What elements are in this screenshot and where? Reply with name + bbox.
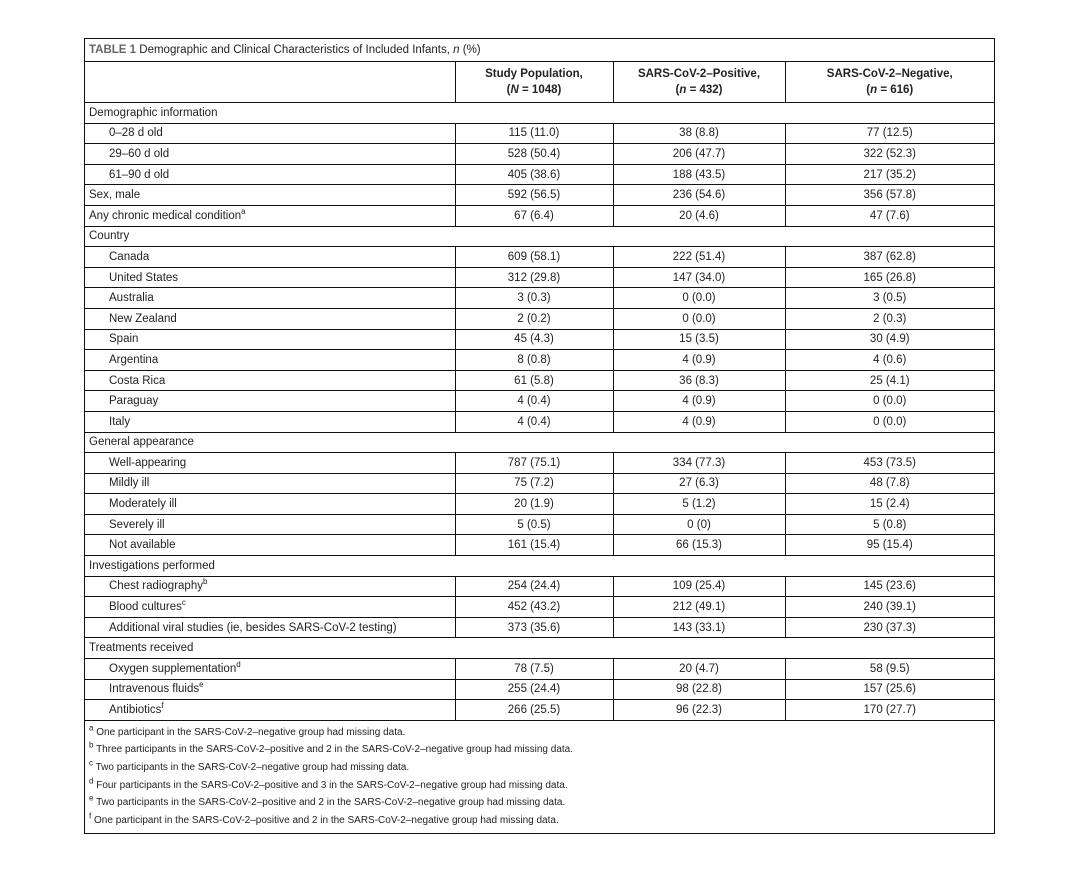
cell-value: 77 (12.5) xyxy=(785,123,994,144)
paren: ( xyxy=(506,84,511,96)
n-count: = 616) xyxy=(877,84,914,96)
cell-value: 4 (0.4) xyxy=(455,391,613,412)
table-row xyxy=(85,370,994,391)
footnote-text: Three participants in the SARS-CoV-2–positive and 2 in the SARS-CoV-2–negative group had missing data. xyxy=(96,744,574,756)
cell-value: 5 (1.2) xyxy=(613,494,785,515)
cell-value: 145 (23.6) xyxy=(785,576,994,597)
row-label xyxy=(85,700,455,721)
row-label-text: Any chronic medical condition xyxy=(89,209,242,222)
footnote-mark: a xyxy=(89,723,94,733)
cell-value: 58 (9.5) xyxy=(785,659,994,680)
table-row xyxy=(85,123,994,144)
row-label xyxy=(85,308,455,329)
cell-value: 66 (15.3) xyxy=(613,535,785,556)
cell-value: 188 (43.5) xyxy=(613,164,785,185)
row-label-text: Australia xyxy=(109,292,154,305)
footnote-mark: c xyxy=(89,758,93,768)
row-label-text: Costa Rica xyxy=(109,374,166,387)
table-row xyxy=(85,391,994,412)
row-label-text: Not available xyxy=(109,539,176,552)
row-label-text: Intravenous fluids xyxy=(109,683,200,696)
row-label xyxy=(85,164,455,185)
table-number: TABLE 1 xyxy=(89,44,137,56)
section-label: General appearance xyxy=(85,432,994,453)
table-title-n: n xyxy=(453,44,460,56)
footnote-marker: b xyxy=(202,577,208,587)
table-row xyxy=(85,617,994,638)
row-label-text: Additional viral studies (ie, besides SARS-CoV-2 testing) xyxy=(109,621,397,634)
n-count: = 1048) xyxy=(518,84,562,96)
column-header-0 xyxy=(455,62,613,103)
footnote-mark: b xyxy=(89,741,94,751)
cell-value: 95 (15.4) xyxy=(785,535,994,556)
row-label xyxy=(85,144,455,165)
table-title-row xyxy=(85,39,994,62)
table-row xyxy=(85,205,994,226)
cell-value: 20 (4.6) xyxy=(613,205,785,226)
cell-value: 405 (38.6) xyxy=(455,164,613,185)
cell-value: 15 (2.4) xyxy=(785,494,994,515)
row-label-text: Oxygen supplementation xyxy=(109,662,237,675)
table-title-text: Demographic and Clinical Characteristics of Included Infants, xyxy=(139,44,450,56)
cell-value: 3 (0.5) xyxy=(785,288,994,309)
row-label-text: Blood cultures xyxy=(109,601,182,614)
cell-value: 36 (8.3) xyxy=(613,370,785,391)
cell-value: 222 (51.4) xyxy=(613,247,785,268)
table-row xyxy=(85,576,994,597)
cell-value: 266 (25.5) xyxy=(455,700,613,721)
cell-value: 20 (1.9) xyxy=(455,494,613,515)
row-label-text: 0–28 d old xyxy=(109,127,163,140)
cell-value: 452 (43.2) xyxy=(455,597,613,618)
column-header-line1: SARS-CoV-2–Positive, xyxy=(637,68,761,80)
table-title xyxy=(85,39,994,62)
cell-value: 312 (29.8) xyxy=(455,267,613,288)
row-label xyxy=(85,391,455,412)
table-container xyxy=(84,38,995,834)
cell-value: 61 (5.8) xyxy=(455,370,613,391)
cell-value: 143 (33.1) xyxy=(613,617,785,638)
row-label-text: Paraguay xyxy=(109,395,159,408)
table-row xyxy=(85,659,994,680)
section-row xyxy=(85,103,994,124)
footnote-mark: e xyxy=(89,793,94,803)
cell-value: 27 (6.3) xyxy=(613,473,785,494)
column-header-blank xyxy=(85,62,455,103)
footnote xyxy=(89,777,990,795)
column-header-line2 xyxy=(618,82,781,98)
row-label-text: Spain xyxy=(109,333,139,346)
footnote xyxy=(89,812,990,830)
cell-value: 75 (7.2) xyxy=(455,473,613,494)
row-label xyxy=(85,370,455,391)
cell-value: 0 (0.0) xyxy=(785,411,994,432)
row-label xyxy=(85,617,455,638)
row-label-text: Sex, male xyxy=(89,189,141,202)
cell-value: 787 (75.1) xyxy=(455,453,613,474)
row-label xyxy=(85,247,455,268)
column-header-2 xyxy=(785,62,994,103)
table-row xyxy=(85,267,994,288)
footnote-text: Two participants in the SARS-CoV-2–positive and 2 in the SARS-CoV-2–negative group had missing data. xyxy=(96,797,566,809)
row-label xyxy=(85,597,455,618)
row-label xyxy=(85,329,455,350)
section-label: Country xyxy=(85,226,994,247)
cell-value: 5 (0.5) xyxy=(455,514,613,535)
row-label-text: New Zealand xyxy=(109,312,177,325)
footnote xyxy=(89,794,990,812)
cell-value: 528 (50.4) xyxy=(455,144,613,165)
cell-value: 4 (0.4) xyxy=(455,411,613,432)
cell-value: 0 (0.0) xyxy=(613,288,785,309)
cell-value: 206 (47.7) xyxy=(613,144,785,165)
cell-value: 48 (7.8) xyxy=(785,473,994,494)
row-label-text: United States xyxy=(109,271,179,284)
cell-value: 4 (0.9) xyxy=(613,391,785,412)
cell-value: 254 (24.4) xyxy=(455,576,613,597)
cell-value: 453 (73.5) xyxy=(785,453,994,474)
footnote xyxy=(89,759,990,777)
cell-value: 2 (0.2) xyxy=(455,308,613,329)
cell-value: 217 (35.2) xyxy=(785,164,994,185)
cell-value: 387 (62.8) xyxy=(785,247,994,268)
cell-value: 0 (0.0) xyxy=(785,391,994,412)
table-row xyxy=(85,514,994,535)
section-row xyxy=(85,432,994,453)
table-row xyxy=(85,329,994,350)
row-label xyxy=(85,494,455,515)
row-label xyxy=(85,267,455,288)
cell-value: 4 (0.6) xyxy=(785,350,994,371)
row-label xyxy=(85,576,455,597)
cell-value: 322 (52.3) xyxy=(785,144,994,165)
cell-value: 115 (11.0) xyxy=(455,123,613,144)
cell-value: 30 (4.9) xyxy=(785,329,994,350)
table-row xyxy=(85,453,994,474)
cell-value: 45 (4.3) xyxy=(455,329,613,350)
cell-value: 98 (22.8) xyxy=(613,679,785,700)
footnote-marker: d xyxy=(236,660,241,669)
table-row xyxy=(85,185,994,206)
cell-value: 240 (39.1) xyxy=(785,597,994,618)
table-row xyxy=(85,288,994,309)
footnote-text: One participant in the SARS-CoV-2–positive and 2 in the SARS-CoV-2–negative group had missing data. xyxy=(94,814,559,826)
cell-value: 170 (27.7) xyxy=(785,700,994,721)
footnote-marker: c xyxy=(181,598,186,608)
cell-value: 157 (25.6) xyxy=(785,679,994,700)
n-count: = 432) xyxy=(686,84,723,96)
row-label-text: Canada xyxy=(109,250,150,263)
row-label xyxy=(85,350,455,371)
column-header-line2 xyxy=(790,82,991,98)
row-label-text: 61–90 d old xyxy=(109,168,170,181)
table-row xyxy=(85,144,994,165)
cell-value: 236 (54.6) xyxy=(613,185,785,206)
row-label-text: Severely ill xyxy=(109,518,165,531)
table-row xyxy=(85,535,994,556)
table-row xyxy=(85,473,994,494)
footnote xyxy=(89,741,990,759)
cell-value: 356 (57.8) xyxy=(785,185,994,206)
table-row xyxy=(85,700,994,721)
row-label-text: Mildly ill xyxy=(109,477,150,490)
column-header-row xyxy=(85,62,994,103)
cell-value: 8 (0.8) xyxy=(455,350,613,371)
table-row xyxy=(85,411,994,432)
cell-value: 334 (77.3) xyxy=(613,453,785,474)
cell-value: 212 (49.1) xyxy=(613,597,785,618)
table-row xyxy=(85,350,994,371)
footnote-mark: f xyxy=(89,811,92,821)
cell-value: 109 (25.4) xyxy=(613,576,785,597)
paren: ( xyxy=(675,84,680,96)
footnote-text: Two participants in the SARS-CoV-2–negative group had missing data. xyxy=(95,762,410,773)
n-variable: n xyxy=(870,84,878,96)
row-label xyxy=(85,659,455,680)
footnote-marker: f xyxy=(161,701,164,711)
row-label-text: Antibiotics xyxy=(109,704,162,717)
cell-value: 20 (4.7) xyxy=(613,659,785,680)
row-label xyxy=(85,411,455,432)
cell-value: 25 (4.1) xyxy=(785,370,994,391)
table-row xyxy=(85,597,994,618)
row-label xyxy=(85,679,455,700)
footnote xyxy=(89,724,990,742)
footnote-mark: d xyxy=(89,776,94,786)
n-variable: N xyxy=(510,84,519,96)
cell-value: 67 (6.4) xyxy=(455,205,613,226)
column-header-line1: SARS-CoV-2–Negative, xyxy=(826,68,953,80)
section-label: Investigations performed xyxy=(85,556,994,577)
section-label: Demographic information xyxy=(85,103,994,124)
paren: ( xyxy=(866,84,871,96)
column-header-line2 xyxy=(460,82,609,98)
table-title-suffix: (%) xyxy=(462,44,481,56)
row-label-text: Well-appearing xyxy=(109,456,187,469)
row-label-text: Argentina xyxy=(109,353,159,366)
cell-value: 165 (26.8) xyxy=(785,267,994,288)
cell-value: 4 (0.9) xyxy=(613,350,785,371)
cell-value: 47 (7.6) xyxy=(785,205,994,226)
cell-value: 5 (0.8) xyxy=(785,514,994,535)
cell-value: 0 (0) xyxy=(613,514,785,535)
section-label: Treatments received xyxy=(85,638,994,659)
cell-value: 4 (0.9) xyxy=(613,411,785,432)
row-label-text: Chest radiography xyxy=(109,580,203,593)
row-label-text: Italy xyxy=(109,415,131,428)
footnote-marker: e xyxy=(199,680,204,690)
cell-value: 38 (8.8) xyxy=(613,123,785,144)
cell-value: 78 (7.5) xyxy=(455,659,613,680)
n-variable: n xyxy=(679,84,687,96)
row-label xyxy=(85,473,455,494)
table-row xyxy=(85,164,994,185)
row-label xyxy=(85,185,455,206)
cell-value: 15 (3.5) xyxy=(613,329,785,350)
section-row xyxy=(85,226,994,247)
table-row xyxy=(85,308,994,329)
cell-value: 147 (34.0) xyxy=(613,267,785,288)
footnote-marker: a xyxy=(241,206,246,216)
column-header-line1: Study Population, xyxy=(485,68,583,80)
cell-value: 592 (56.5) xyxy=(455,185,613,206)
footnotes xyxy=(85,721,994,834)
row-label-text: Moderately ill xyxy=(109,498,177,511)
table-row xyxy=(85,247,994,268)
cell-value: 96 (22.3) xyxy=(613,700,785,721)
row-label-text: 29–60 d old xyxy=(109,147,170,160)
row-label xyxy=(85,514,455,535)
row-label xyxy=(85,123,455,144)
cell-value: 230 (37.3) xyxy=(785,617,994,638)
row-label xyxy=(85,288,455,309)
footnote-text: Four participants in the SARS-CoV-2–positive and 3 in the SARS-CoV-2–negative group had missing data. xyxy=(96,779,568,791)
table-row xyxy=(85,679,994,700)
cell-value: 255 (24.4) xyxy=(455,679,613,700)
row-label xyxy=(85,453,455,474)
row-label xyxy=(85,535,455,556)
footnote-text: One participant in the SARS-CoV-2–negative group had missing data. xyxy=(96,726,406,738)
cell-value: 3 (0.3) xyxy=(455,288,613,309)
section-row xyxy=(85,638,994,659)
cell-value: 373 (35.6) xyxy=(455,617,613,638)
cell-value: 161 (15.4) xyxy=(455,535,613,556)
cell-value: 0 (0.0) xyxy=(613,308,785,329)
characteristics-table xyxy=(85,39,994,721)
column-header-1 xyxy=(613,62,785,103)
table-row xyxy=(85,494,994,515)
cell-value: 2 (0.3) xyxy=(785,308,994,329)
cell-value: 609 (58.1) xyxy=(455,247,613,268)
row-label xyxy=(85,205,455,226)
section-row xyxy=(85,556,994,577)
